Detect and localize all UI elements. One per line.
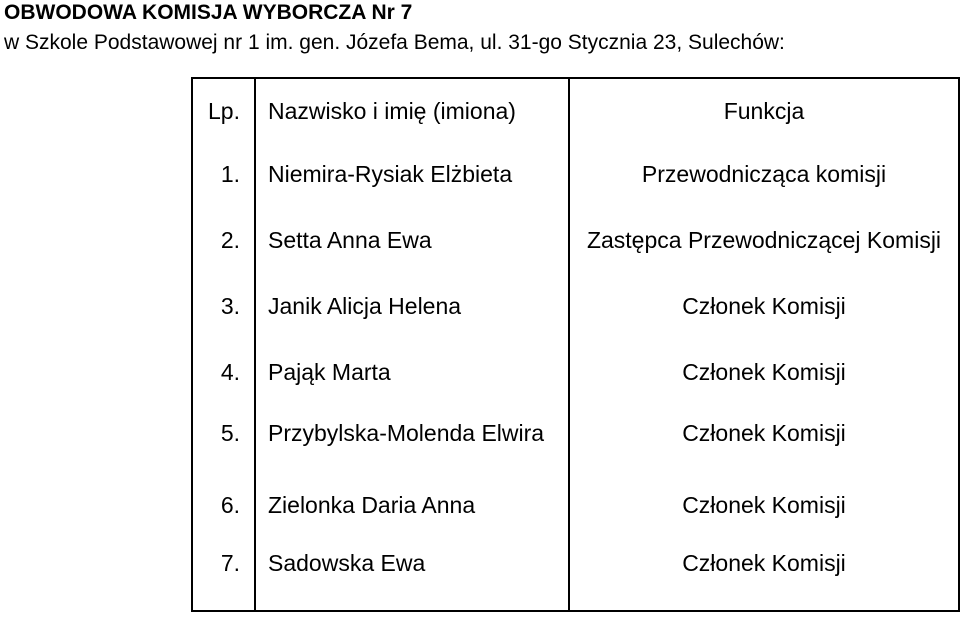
row-role: Przewodnicząca komisji (569, 144, 959, 210)
row-name: Sadowska Ewa (255, 541, 569, 611)
row-lp: 1. (192, 144, 255, 210)
column-header-role: Funkcja (569, 78, 959, 144)
row-name: Zielonka Daria Anna (255, 475, 569, 541)
row-role: Członek Komisji (569, 408, 959, 475)
document-subtitle: w Szkole Podstawowej nr 1 im. gen. Józefa Bema, ul. 31-go Stycznia 23, Sulechów: (4, 31, 785, 54)
table-header-row (192, 78, 959, 144)
row-name: Niemira-Rysiak Elżbieta (255, 144, 569, 210)
row-role: Członek Komisji (569, 276, 959, 342)
row-name: Setta Anna Ewa (255, 210, 569, 276)
row-lp: 5. (192, 408, 255, 475)
document-title: OBWODOWA KOMISJA WYBORCZA Nr 7 (4, 1, 413, 24)
column-header-name: Nazwisko i imię (imiona) (255, 78, 569, 144)
row-name: Pająk Marta (255, 342, 569, 408)
row-name: Janik Alicja Helena (255, 276, 569, 342)
column-header-lp: Lp. (192, 78, 255, 144)
table-row (192, 210, 959, 276)
table-row (192, 144, 959, 210)
table-row (192, 541, 959, 611)
row-lp: 2. (192, 210, 255, 276)
row-name: Przybylska-Molenda Elwira (255, 408, 569, 475)
table-row (192, 342, 959, 408)
table-row (192, 475, 959, 541)
table-row (192, 276, 959, 342)
row-role: Zastępca Przewodniczącej Komisji (569, 210, 959, 276)
row-lp: 3. (192, 276, 255, 342)
table-row (192, 408, 959, 475)
row-role: Członek Komisji (569, 342, 959, 408)
row-lp: 7. (192, 541, 255, 611)
committee-table (191, 77, 960, 612)
row-lp: 6. (192, 475, 255, 541)
row-lp: 4. (192, 342, 255, 408)
row-role: Członek Komisji (569, 541, 959, 611)
row-role: Członek Komisji (569, 475, 959, 541)
